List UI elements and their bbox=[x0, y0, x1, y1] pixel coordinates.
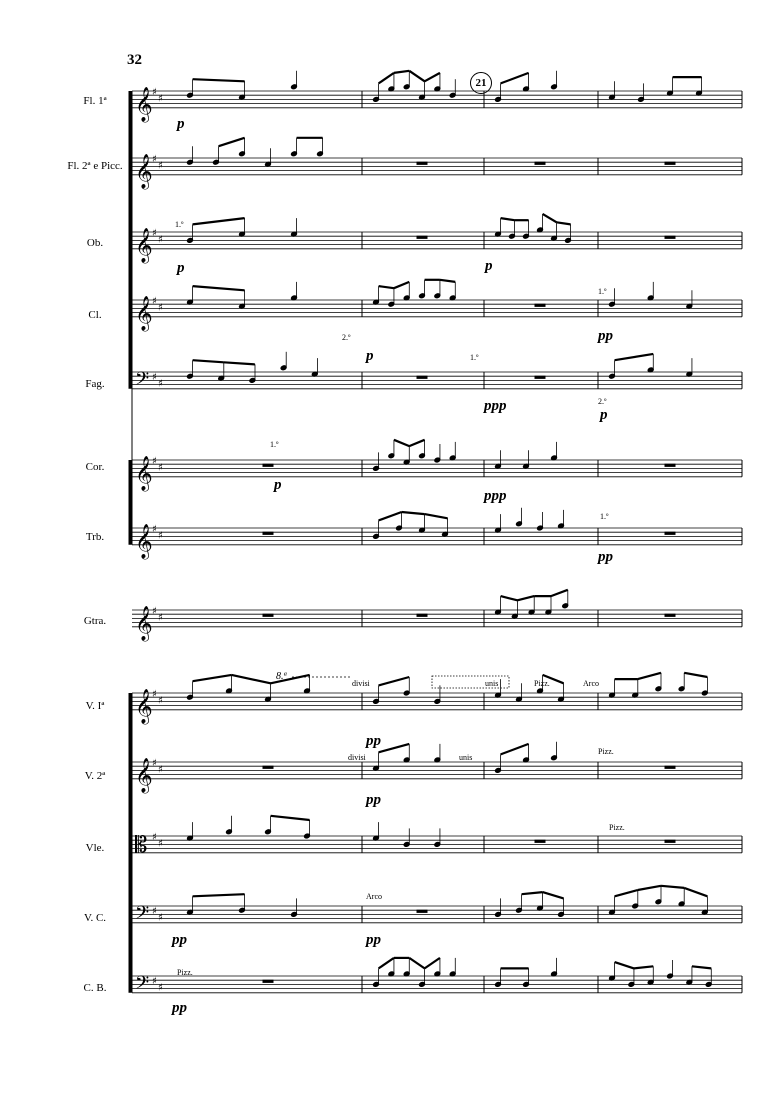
beam bbox=[379, 677, 410, 685]
staff-vc bbox=[132, 906, 742, 923]
sharp-icon: ♯ bbox=[158, 302, 163, 314]
page-number: 32 bbox=[127, 52, 142, 68]
whole-rest bbox=[665, 162, 675, 164]
label-flute-1: Fl. 1ª bbox=[83, 95, 107, 107]
label-clarinet: Cl. bbox=[88, 309, 102, 321]
whole-rest bbox=[665, 766, 675, 768]
label-trombone: Trb. bbox=[85, 531, 105, 543]
sharp-icon: ♯ bbox=[152, 758, 157, 769]
beam bbox=[394, 282, 409, 288]
beam bbox=[402, 512, 425, 514]
solo-mark-clarinet: 1.º bbox=[598, 287, 607, 296]
whole-rest bbox=[535, 304, 545, 306]
ottava-mark: 8.ª bbox=[276, 671, 287, 682]
bass-clef-icon: 𝄢 bbox=[135, 972, 150, 998]
beam bbox=[219, 138, 245, 146]
beam bbox=[638, 886, 661, 890]
sharp-icon: ♯ bbox=[152, 689, 157, 700]
whole-rest bbox=[665, 614, 675, 616]
beam bbox=[517, 596, 534, 600]
staff-v2 bbox=[132, 762, 742, 779]
sharp-icon: ♯ bbox=[158, 982, 163, 994]
whole-rest bbox=[263, 980, 273, 982]
sharp-icon: ♯ bbox=[152, 154, 157, 165]
whole-rest bbox=[665, 236, 675, 238]
sharp-icon: ♯ bbox=[152, 832, 157, 843]
dynamic-pp-clarinet: pp bbox=[598, 328, 613, 344]
label-flute-2-piccolo: Fl. 2ª e Picc. bbox=[67, 160, 123, 172]
treble-clef-icon: 𝄞 bbox=[135, 757, 153, 793]
sharp-icon: ♯ bbox=[158, 912, 163, 924]
rehearsal-mark: 21 bbox=[470, 72, 492, 94]
whole-rest bbox=[665, 840, 675, 842]
beam bbox=[425, 73, 440, 81]
label-guitar: Gtra. bbox=[83, 615, 107, 627]
dynamic-p-oboe-21: p bbox=[485, 258, 493, 274]
whole-rest bbox=[263, 532, 273, 534]
dynamic-pp-violin-2: pp bbox=[366, 792, 381, 808]
sharp-icon: ♯ bbox=[158, 93, 163, 105]
sharp-icon: ♯ bbox=[158, 378, 163, 390]
pizz-violin-1: Pizz. bbox=[534, 679, 550, 688]
treble-clef-icon: 𝄞 bbox=[135, 227, 153, 263]
sharp-icon: ♯ bbox=[158, 462, 163, 474]
sharp-icon: ♯ bbox=[152, 372, 157, 384]
label-viola: Vle. bbox=[85, 842, 105, 854]
beam bbox=[692, 966, 711, 968]
whole-rest bbox=[535, 376, 545, 378]
divisi-violin-2: divisi bbox=[348, 753, 366, 762]
sharp-icon: ♯ bbox=[152, 296, 157, 307]
beam bbox=[409, 71, 424, 82]
sharp-icon: ♯ bbox=[158, 695, 163, 707]
divisi-violin-1: divisi bbox=[352, 679, 370, 688]
beam bbox=[551, 590, 568, 596]
beam bbox=[615, 962, 634, 968]
beam bbox=[379, 958, 394, 969]
whole-rest bbox=[417, 162, 427, 164]
solo-mark-horn: 1.º bbox=[270, 440, 279, 449]
beam bbox=[193, 360, 224, 362]
label-cello: V. C. bbox=[83, 912, 107, 924]
beam bbox=[193, 218, 245, 224]
beam bbox=[425, 514, 448, 518]
solo-mark-trombone: 1.º bbox=[600, 512, 609, 521]
whole-rest bbox=[263, 614, 273, 616]
beam bbox=[522, 892, 543, 894]
sharp-icon: ♯ bbox=[152, 606, 157, 617]
treble-clef-icon: 𝄞 bbox=[135, 688, 153, 724]
dynamic-pp-violin-1: pp bbox=[366, 733, 381, 749]
arco-cello: Arco bbox=[366, 892, 382, 901]
beam bbox=[409, 958, 424, 969]
label-horn: Cor. bbox=[85, 461, 105, 473]
beam bbox=[501, 73, 529, 84]
label-violin-2: V. 2ª bbox=[84, 770, 106, 782]
pizz-viola: Pizz. bbox=[609, 823, 625, 832]
beam bbox=[379, 73, 394, 84]
bass-clef-icon: 𝄢 bbox=[135, 902, 150, 928]
sharp-icon: ♯ bbox=[152, 976, 157, 988]
whole-rest bbox=[417, 236, 427, 238]
beam bbox=[615, 354, 654, 360]
sharp-icon: ♯ bbox=[158, 764, 163, 776]
clefs bbox=[135, 87, 163, 998]
beam bbox=[440, 280, 455, 282]
dynamic-pp-cello-arco: pp bbox=[366, 932, 381, 948]
beam bbox=[684, 888, 707, 896]
beam bbox=[379, 512, 402, 520]
staff-trb bbox=[132, 528, 742, 545]
sharp-icon: ♯ bbox=[152, 524, 157, 535]
beam bbox=[193, 675, 232, 681]
staff-cl bbox=[132, 300, 742, 317]
barlines bbox=[130, 91, 742, 993]
beam bbox=[232, 675, 271, 683]
staff-fl1 bbox=[132, 91, 742, 108]
beam bbox=[394, 71, 409, 73]
beam bbox=[543, 214, 557, 222]
treble-clef-icon: 𝄞 bbox=[135, 295, 153, 331]
beam bbox=[661, 886, 684, 888]
dynamic-ppp-horn: ppp bbox=[484, 488, 507, 504]
dynamic-p-bassoon: p bbox=[366, 348, 374, 364]
bass-clef-icon: 𝄢 bbox=[135, 368, 150, 394]
unis-violin-1: unis bbox=[485, 679, 499, 688]
label-contrabass: C. B. bbox=[83, 982, 107, 994]
arco-violin-1: Arco bbox=[583, 679, 599, 688]
dynamic-pp-cello: pp bbox=[172, 932, 187, 948]
sharp-icon: ♯ bbox=[158, 234, 163, 246]
beam bbox=[501, 596, 518, 600]
notes bbox=[187, 71, 712, 987]
sharp-icon: ♯ bbox=[152, 906, 157, 918]
whole-rest bbox=[665, 464, 675, 466]
treble-clef-icon: 𝄞 bbox=[135, 153, 153, 189]
sharp-icon: ♯ bbox=[152, 87, 157, 98]
sharp-icon: ♯ bbox=[158, 612, 163, 624]
dynamic-pp-contrabass: pp bbox=[172, 1000, 187, 1016]
unis-violin-2: unis bbox=[459, 753, 473, 762]
treble-clef-icon: 𝄞 bbox=[135, 455, 153, 491]
beam bbox=[409, 440, 424, 446]
beam bbox=[193, 894, 245, 896]
whole-rest bbox=[535, 840, 545, 842]
pizz-violin-2: Pizz. bbox=[598, 747, 614, 756]
dynamic-pp-trombone: pp bbox=[598, 549, 613, 565]
beam bbox=[543, 892, 564, 898]
solo-mark-bassoon-1: 1.º bbox=[470, 353, 479, 362]
treble-clef-icon: 𝄞 bbox=[135, 605, 153, 641]
dynamic-p-flute: p bbox=[177, 116, 185, 132]
staff-gtr bbox=[132, 610, 742, 627]
dynamic-p-horn: p bbox=[274, 477, 282, 493]
alto-clef-icon: 𝄡 bbox=[135, 832, 148, 858]
sharp-icon: ♯ bbox=[158, 530, 163, 542]
staff-fl2 bbox=[132, 158, 742, 175]
beam bbox=[271, 816, 310, 820]
whole-rest bbox=[417, 614, 427, 616]
solo-mark-bassoon-2b: 2.º bbox=[598, 397, 607, 406]
sharp-icon: ♯ bbox=[152, 228, 157, 239]
dynamic-p-oboe: p bbox=[177, 260, 185, 276]
beam bbox=[557, 222, 571, 224]
beam bbox=[394, 440, 409, 446]
beam bbox=[634, 966, 653, 968]
treble-clef-icon: 𝄞 bbox=[135, 523, 153, 559]
label-violin-1: V. Iª bbox=[85, 700, 105, 712]
label-bassoon: Fag. bbox=[85, 378, 105, 390]
beam bbox=[193, 79, 245, 81]
beam bbox=[379, 744, 410, 752]
whole-rest bbox=[263, 464, 273, 466]
whole-rest bbox=[417, 376, 427, 378]
treble-clef-icon: 𝄞 bbox=[135, 86, 153, 122]
pizz-contrabass: Pizz. bbox=[177, 968, 193, 977]
whole-rest bbox=[535, 162, 545, 164]
sharp-icon: ♯ bbox=[158, 838, 163, 850]
staff-lines bbox=[132, 91, 742, 993]
beam bbox=[638, 673, 661, 679]
beam bbox=[684, 673, 707, 677]
sharp-icon: ♯ bbox=[158, 160, 163, 172]
label-oboe: Ob. bbox=[86, 237, 104, 249]
dynamic-p-bassoon-2: p bbox=[600, 407, 608, 423]
beam bbox=[615, 890, 638, 896]
sharp-icon: ♯ bbox=[152, 456, 157, 467]
beam bbox=[379, 286, 394, 288]
beam bbox=[501, 218, 515, 220]
beam bbox=[193, 286, 245, 290]
beam bbox=[425, 958, 440, 969]
dynamic-ppp-bassoon: ppp bbox=[484, 398, 507, 414]
beam bbox=[224, 362, 255, 364]
whole-rest bbox=[665, 532, 675, 534]
solo-mark-oboe: 1.º bbox=[175, 220, 184, 229]
whole-rest bbox=[263, 766, 273, 768]
beam bbox=[501, 744, 529, 755]
staff-ob bbox=[132, 232, 742, 249]
solo-mark-bassoon-2: 2.º bbox=[342, 333, 351, 342]
whole-rest bbox=[417, 910, 427, 912]
